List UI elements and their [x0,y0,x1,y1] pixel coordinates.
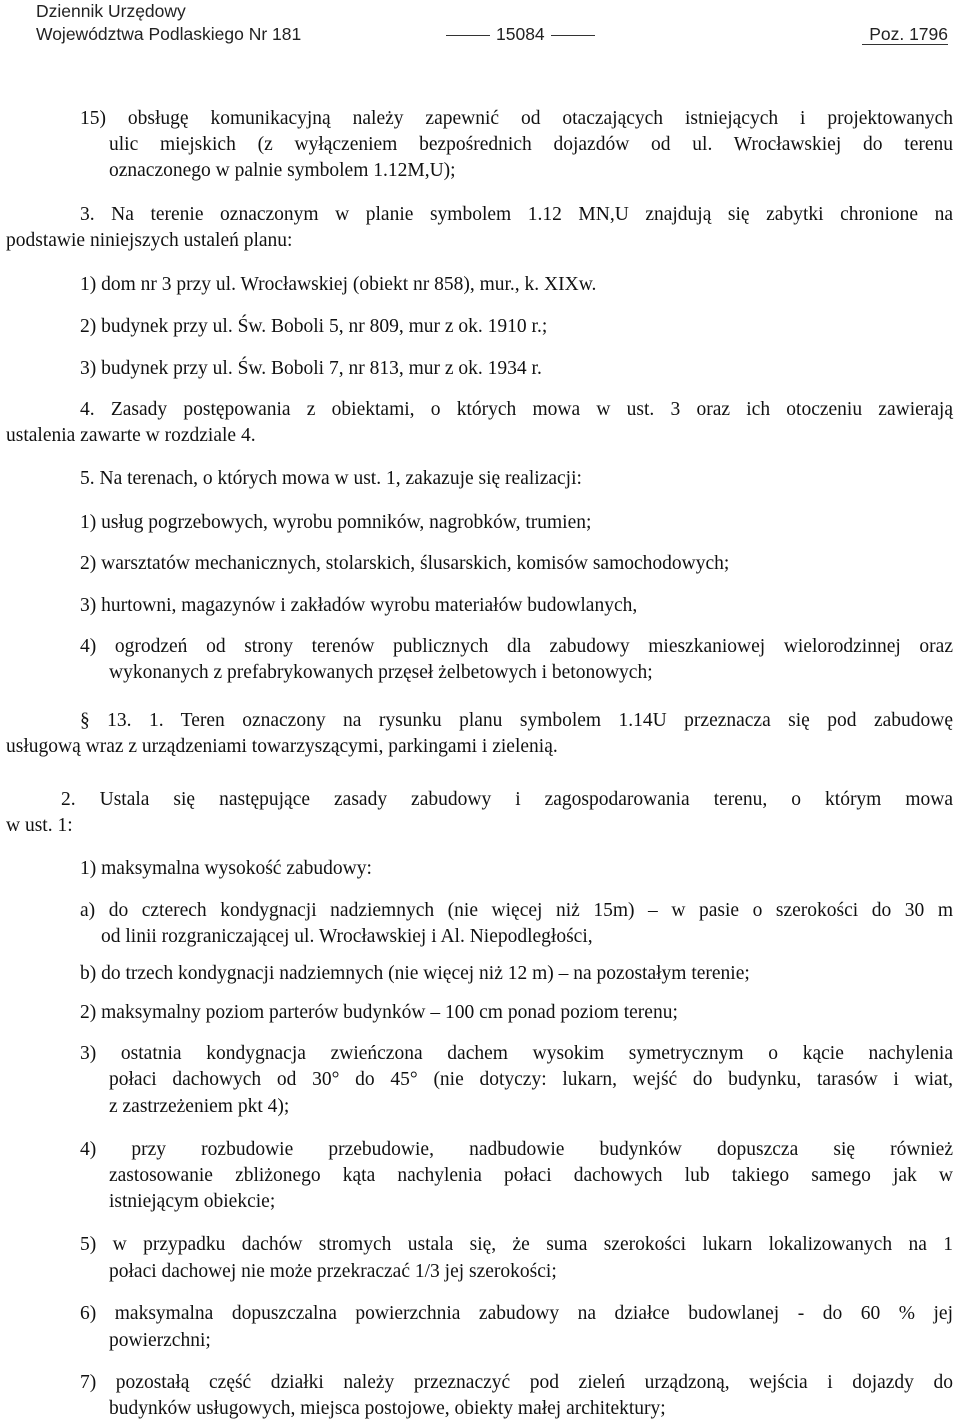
rule-item-6-line-2: powierzchni; [109,1330,211,1351]
item-15-line-1: 15) obsługę komunikacyjną należy zapewnić od otaczających istniejących i projektowanych [80,108,953,129]
rule-item-1a-line-2: od linii rozgraniczającej ul. Wrocławskiej i Al. Niepodległości, [101,926,593,947]
rule-item-4-line-1: 4) przy rozbudowie przebudowie, nadbudowie budynków dopuszcza się również [80,1139,953,1160]
rule-item-3-line-1: 3) ostatnia kondygnacja zwieńczona dachem wysokim symetrycznym o kącie nachylenia [80,1043,953,1064]
prohibited-item-4-line-1: 4) ogrodzeń od strony terenów publicznych dla zabudowy mieszkaniowej wielorodzinnej oraz [80,636,953,657]
rule-item-4-line-3: istniejącym obiekcie; [109,1191,276,1212]
prohibited-item-4-line-2: wykonanych z prefabrykowanych przęseł żelbetowych i betonowych; [109,662,653,683]
rule-item-7-line-1: 7) pozostałą część działki należy przeznaczyć pod zieleń urządzoną, wejścia i dojazdy do [80,1372,953,1393]
rule-item-3-line-3: z zastrzeżeniem pkt 4); [109,1096,290,1117]
item-15-line-3: oznaczonego w palnie symbolem 1.12M,U); [109,160,456,181]
rule-item-1b: b) do trzech kondygnacji nadziemnych (nie więcej niż 12 m) – na pozostałym terenie; [80,963,750,984]
rule-item-3-line-2: połaci dachowych od 30° do 45° (nie dotyczy: lukarn, wejść do budynku, tarasów i wiat, [109,1069,953,1090]
prohibited-item-2: 2) warsztatów mechanicznych, stolarskich, ślusarskich, komisów samochodowych; [80,553,730,574]
position-number: Poz. 1796 [869,24,948,44]
paragraph-4-line-2: ustalenia zawarte w rozdziale 4. [6,425,256,446]
rule-item-1: 1) maksymalna wysokość zabudowy: [80,858,372,879]
section-13-line-1: § 13. 1. Teren oznaczony na rysunku planu symbolem 1.14U przeznacza się pod zabudowę [80,710,953,731]
item-15-line-2: ulic miejskich (z wyłączeniem bezpośrednich dojazdów od ul. Wrocławskiej do terenu [109,134,953,155]
prohibited-item-3: 3) hurtowni, magazynów i zakładów wyrobu materiałów budowlanych, [80,595,638,616]
rule-item-4-line-2: zastosowanie zbliżonego kąta nachylenia połaci dachowych lub takiego samego jak w [109,1165,953,1186]
dash-right [551,35,595,36]
paragraph-3-line-1: 3. Na terenie oznaczonym w planie symbolem 1.12 MN,U znajdują się zabytki chronione na [80,204,953,225]
rule-item-5-line-1: 5) w przypadku dachów stromych ustala się, że suma szerokości lukarn lokalizowanych na 1 [80,1234,953,1255]
monument-item-1: 1) dom nr 3 przy ul. Wrocławskiej (obiekt nr 858), mur., k. XIXw. [80,274,597,295]
section-13-point-2-line-1: 2. Ustala się następujące zasady zabudowy i zagospodarowania terenu, o którym mowa [61,789,953,810]
journal-issue: Województwa Podlaskiego Nr 181 [36,24,302,44]
journal-title: Dziennik Urzędowy [36,1,186,21]
paragraph-4-line-1: 4. Zasady postępowania z obiektami, o których mowa w ust. 3 oraz ich otoczeniu zawierają [80,399,953,420]
paragraph-5: 5. Na terenach, o których mowa w ust. 1, zakazuje się realizacji: [80,468,582,489]
prohibited-item-1: 1) usług pogrzebowych, wyrobu pomników, nagrobków, trumien; [80,512,592,533]
paragraph-3-line-2: podstawie niniejszych ustaleń planu: [6,230,293,251]
position-underline [862,44,948,45]
rule-item-5-line-2: połaci dachowej nie może przekraczać 1/3 jej szerokości; [109,1261,557,1282]
monument-item-3: 3) budynek przy ul. Św. Boboli 7, nr 813, mur z ok. 1934 r. [80,358,542,379]
rule-item-7-line-2: budynków usługowych, miejsca postojowe, obiekty małej architektury; [109,1398,666,1419]
section-13-line-2: usługową wraz z urządzeniami towarzyszącymi, parkingami i zielenią. [6,736,558,757]
page-header [0,0,960,46]
rule-item-2: 2) maksymalny poziom parterów budynków – 100 cm ponad poziom terenu; [80,1002,678,1023]
page-number [440,23,601,45]
rule-item-1a-line-1: a) do czterech kondygnacji nadziemnych (nie więcej niż 15m) – w pasie o szerokości do 30 m [80,900,953,921]
page-number-text: 15084 [496,24,545,44]
section-13-point-2-line-2: w ust. 1: [6,815,73,836]
monument-item-2: 2) budynek przy ul. Św. Boboli 5, nr 809, mur z ok. 1910 r.; [80,316,548,337]
dash-left [446,35,490,36]
rule-item-6-line-1: 6) maksymalna dopuszczalna powierzchnia zabudowy na działce budowlanej - do 60 % jej [80,1303,953,1324]
